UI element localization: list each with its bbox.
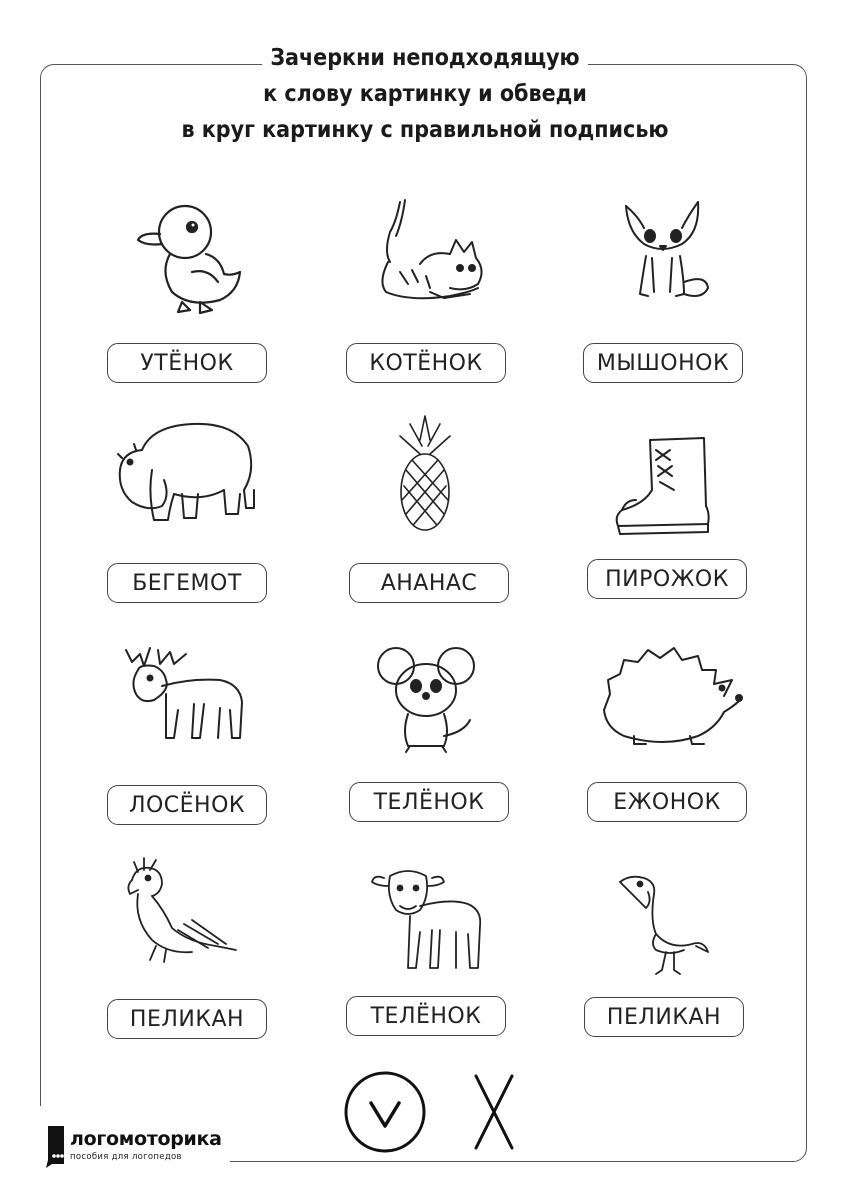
pineapple-icon[interactable] [350, 410, 500, 540]
word-card-2[interactable]: КОТЁНОК [346, 343, 506, 383]
logo-brand-text: логомоторика [70, 1128, 222, 1150]
word-card-5[interactable]: АНАНАС [349, 563, 509, 603]
brand-logo [40, 1118, 230, 1174]
word-card-12[interactable]: ПЕЛИКАН [584, 997, 744, 1037]
word-card-11[interactable]: ТЕЛЁНОК [346, 996, 506, 1036]
fox-cub-icon[interactable] [598, 192, 748, 322]
pelican-icon[interactable] [600, 860, 750, 990]
moose-icon[interactable] [110, 630, 260, 760]
logo-mark-icon [40, 1122, 70, 1168]
word-card-9[interactable]: ЕЖОНОК [587, 782, 747, 822]
page-title [170, 40, 680, 148]
parrot-icon[interactable] [108, 850, 258, 980]
hedgehog-icon[interactable] [594, 640, 744, 770]
word-card-1[interactable]: УТЁНОК [107, 343, 267, 383]
title-line-1: Зачеркни неподходящую [270, 45, 580, 71]
calf-icon[interactable] [360, 856, 510, 986]
kitten-icon[interactable] [360, 192, 510, 322]
boot-icon[interactable] [600, 420, 750, 550]
cross-icon [470, 1072, 518, 1152]
title-line-3: в круг картинку с правильной подписью [181, 117, 669, 143]
word-card-7[interactable]: ЛОСЁНОК [107, 785, 267, 825]
word-card-3[interactable]: МЫШОНОК [583, 343, 743, 383]
mouse-icon[interactable] [352, 636, 502, 766]
logo-tagline: пособия для логопедов [70, 1152, 182, 1162]
word-card-4[interactable]: БЕГЕМОТ [107, 563, 267, 603]
hippo-icon[interactable] [112, 410, 262, 540]
word-card-6[interactable]: ПИРОЖОК [587, 559, 747, 599]
word-card-10[interactable]: ПЕЛИКАН [107, 999, 267, 1039]
duckling-icon[interactable] [120, 192, 270, 322]
title-line-2: к слову картинку и обведи [263, 81, 587, 107]
word-card-8[interactable]: ТЕЛЁНОК [349, 782, 509, 822]
circle-check-icon [343, 1070, 427, 1154]
